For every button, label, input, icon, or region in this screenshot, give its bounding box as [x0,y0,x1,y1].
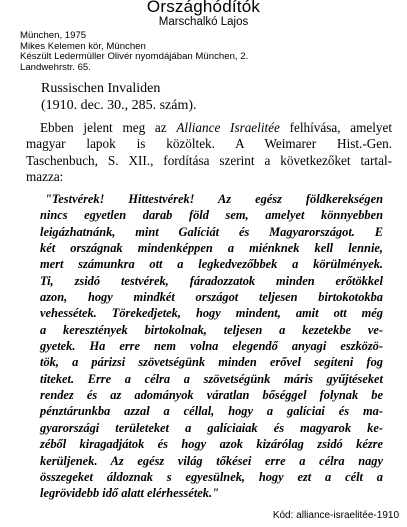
emphasis-text: Alliance Israelitée [176,120,280,135]
quote-line: zéből kiragadjátok és hogy azok kizárólag zsidó kézre [40,437,383,452]
text-run: mazza: [26,168,64,184]
publication-line: Mikes Kelemen kör, München [20,40,146,52]
document-author: Marschalkó Lajos [158,16,249,28]
quote-line: vehessétek. Törekedjetek, hogy mindent, amit ott még [40,306,383,321]
publication-info [20,31,405,73]
quote-line: gyarországi területeket a galíciaiak és magyarok ke- [40,420,383,435]
quote-line: titeket. Erre a célra a szövetségünk máris gyűjtéseket [40,371,383,386]
quote-line: Ti, zsidó testvérek, fáradozzatok minden erőtökkel [40,273,383,288]
quote-line: "Testvérek! Hittestvérek! Az egész földkerekségen [45,192,383,206]
intro-line [26,153,392,169]
intro-line [26,120,392,136]
quote-line: tök, a párizsi szövetségünk minden erővel segíteni fog [40,355,383,370]
quote-line: összegeket áldoznak s egyesülnek, hogy ezt a célt a [40,469,383,484]
appeal-quote [40,191,383,502]
quote-line: mert számunkra ott a legkedvezőbbek a körülmények. [40,257,383,272]
text-run: Taschenbuch, S. XII., fordítása szerint a következőket tartal- [26,152,392,168]
quote-line: két országnak mindenképpen a miénknek kell lennie, [40,241,383,256]
publication-line: Készült Ledermüller Olivér nyomdájában München, 2. [20,51,249,63]
text-run: magyar lapok is közöltek. A Weimarer Hist.-Gen. [26,136,392,152]
intro-line [26,136,392,152]
quote-line: leigázhatnánk, mint Galíciát és Magyarországot. E [40,224,383,239]
heading-line: Russischen Invaliden [41,81,161,96]
quote-line: pénztárunkba azzal a céllal, hogy a galíciai és ma- [40,404,383,419]
quote-line: kerüljenek. Az egész világ tőkései erre a célra nagy [40,453,383,468]
publication-line: Landwehrstr. 65. [20,61,91,73]
quote-line: legrövidebb idő alatt elérhessétek." [40,486,219,501]
intro-line [26,169,392,185]
quote-line: azon, hogy mindkét országot teljesen birtokotokba [40,290,383,305]
publication-line: München, 1975 [20,30,87,41]
quote-line: nincs egyetlen darab föld sem, amelyet könnyebben [40,208,383,223]
quote-line: rendez és az adományok váratlan bőséggel folynak be [40,388,383,403]
text-run: felhívása, amelyet [279,120,392,135]
quote-line: a keresztények birtokolnak, teljesen a kezetekbe ve- [40,322,383,337]
document-title: Országhódítók [146,0,261,16]
document-code: Kód: alliance-israelitée-1910 [272,510,399,521]
quote-line: gyetek. Ha erre nem volna elegendő anyagi eszközö- [40,339,383,354]
heading-line: (1910. dec. 30., 285. szám). [41,98,197,113]
text-run: Ebben jelent meg az [40,120,177,135]
section-heading [41,80,381,114]
intro-paragraph [26,120,392,185]
